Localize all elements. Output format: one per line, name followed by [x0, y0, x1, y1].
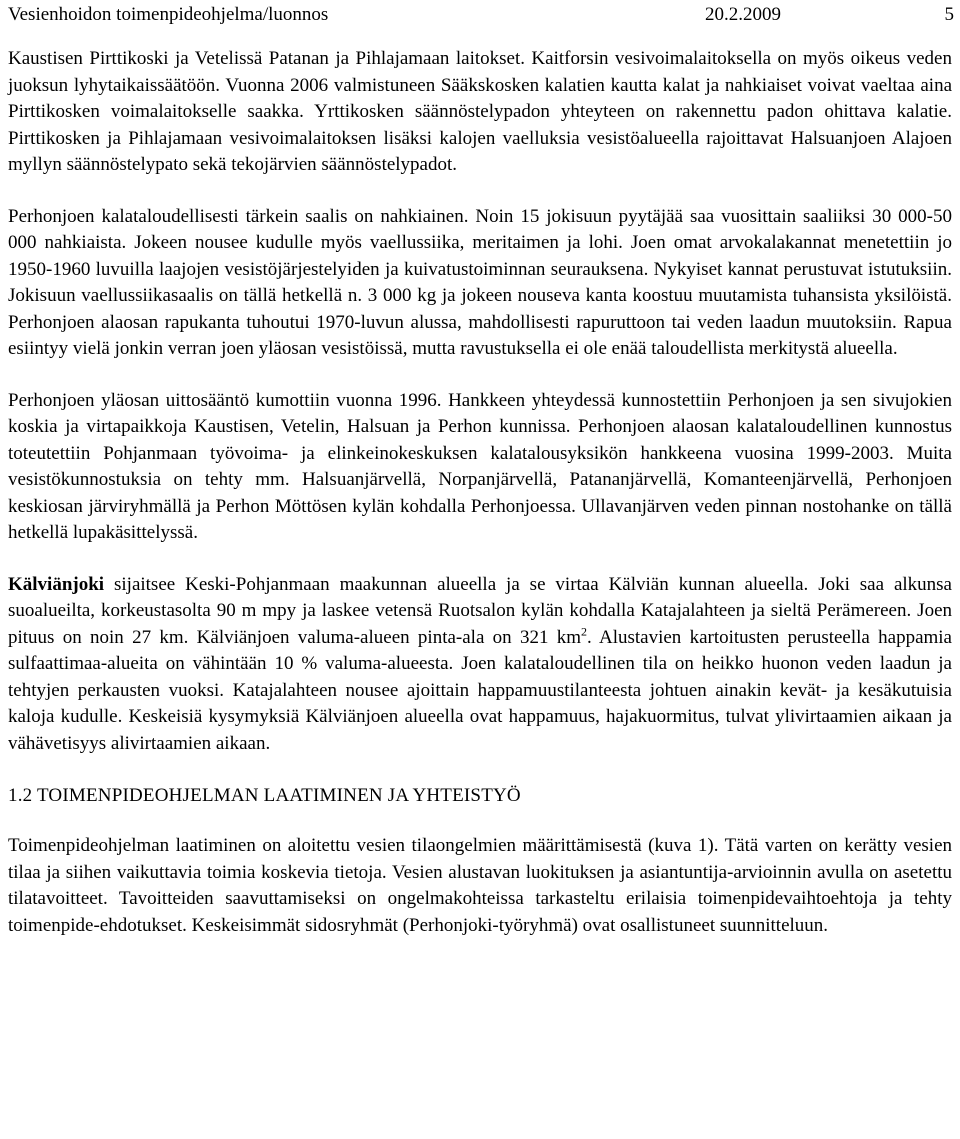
area-unit-superscript: 2 — [581, 624, 587, 639]
document-title: Vesienhoidon toimenpideohjelma/luonnos — [8, 4, 329, 25]
paragraph-programme: Toimenpideohjelman laatiminen on aloitettu vesien tilaongelmien määrittämisestä (kuva 1). Tätä varten on kerätty vesien tilaa ja siihen vaikuttavia toimia koskevia tietoja. Vesien alustavan luokituksen ja asiantuntija-arvioinnin avulla on asetettu tilatavoitteet. Tavoitteiden saavuttamiseksi on ongelmakohteissa tarkasteltu erilaisia toimenpidevaihtoehtoja ja tehty toimenpide-ehdotukset. Keskeisimmät sidosryhmät (Perhonjoki-työryhmä) ovat osallistuneet suunnitteluun. — [8, 835, 952, 936]
paragraph-restoration: Perhonjoen yläosan uittosääntö kumottiin vuonna 1996. Hankkeen yhteydessä kunnostettiin Perhonjoen ja sen sivujokien koskia ja virtapaikkoja Kaustisen, Vetelin, Halsuan ja Perhon kunnissa. Perhonjoen alaosan kalataloudellinen kunnostus toteutettiin Pohjanmaan työvoima- ja elinkeinokeskuksen kalatalousyksikön hankkeena vuosina 1999-2003. Muita vesistökunnostuksia on tehty mm. Halsuanjärvellä, Norpanjärvellä, Patananjärvellä, Komanteenjärvellä, Perhonjoen keskiosan järviryhmällä ja Perhon Möttösen kylän kohdalla Perhonjoessa. Ullavanjärven veden pinnan nostohanke on tällä hetkellä lupakäsittelyssä. — [8, 389, 952, 543]
paragraph-hydropower: Kaustisen Pirttikoski ja Vetelissä Patanan ja Pihlajamaan laitokset. Kaitforsin vesivoimalaitoksella on myös oikeus veden juoksun lyhytaikaissäätöön. Vuonna 2006 valmistuneen Sääkskosken kalatien kautta kalat ja nahkiaiset voivat vaeltaa aina Pirttikosken voimalaitokselle saakka. Yrttikosken säännöstelypadon yhteyteen on rakennettu padon ohittava kalatie. Pirttikosken ja Pihlajamaan vesivoimalaitoksen lisäksi kalojen vaelluksia vesistöalueella rajoittavat Halsuanjoen Alajoen myllyn säännöstelypato sekä tekojärvien säännöstelypadot. — [8, 48, 952, 175]
page-header — [8, 0, 952, 31]
document-date: 20.2.2009 — [705, 4, 781, 25]
paragraph-fishing: Perhonjoen kalataloudellisesti tärkein saalis on nahkiainen. Noin 15 jokisuun pyytäjää saa vuosittain saaliiksi 30 000-50 000 nahkiaista. Jokeen nousee kudulle myös vaellussiika, meritaimen ja lohi. Joen omat arvokalakannat menetettiin jo 1950-1960 luvuilla laajojen vesistöjärjestelyiden ja kuivatustoiminnan seurauksena. Nykyiset kannat perustuvat istutuksiin. Jokisuun vaellussiikasaalis on tällä hetkellä n. 3 000 kg ja jokeen nouseva kanta koostuu muutamista tuhansista yksilöistä. Perhonjoen alaosan rapukanta tuhoutui 1970-luvun alussa, mahdollisesti rapuruttoon tai veden laadun muutoksiin. Rapua esiintyy vielä jonkin verran joen yläosan vesistöissä, mutta ravustuksella ei ole enää taloudellista merkitystä alueella. — [8, 205, 952, 359]
river-name-bold: Kälviänjoki — [8, 573, 105, 595]
paragraph-kalvianjoki-text-b: . Alustavien kartoitusten perusteella happamia sulfaattimaa-alueita on vähintään 10 % valuma-alueesta. Joen kalataloudellinen tila on heikko huonon veden laadun ja tehtyjen perkausten vuoksi. Katajalahteen nousee ajoittain happamuustilanteesta johtuen ainakin kevät- ja kesäkutuisia kaloja kudulle. Keskeisiä kysymyksiä Kälviänjoen alueella ovat happamuus, hajakuormitus, tulvat ylivirtaamien aikaan ja vähävetisyys alivirtaamien aikaan. — [8, 626, 952, 754]
section-heading: 1.2 TOIMENPIDEOHJELMAN LAATIMINEN JA YHTEISTYÖ — [8, 785, 521, 806]
page-number: 5 — [944, 4, 954, 25]
paragraph-kalvianjoki — [8, 572, 952, 758]
paragraph-kalvianjoki-text-a: sijaitsee Keski-Pohjanmaan maakunnan alueella ja se virtaa Kälviän kunnan alueella. Joki saa alkunsa suoalueilta, korkeustasolta 90 m mpy ja laskee vetensä Ruotsalon kylän kohdalla Katajalahteen ja sieltä Perämereen. Joen pituus on noin 27 km. Kälviänjoen valuma-alueen pinta-ala on 321 km — [8, 573, 952, 648]
